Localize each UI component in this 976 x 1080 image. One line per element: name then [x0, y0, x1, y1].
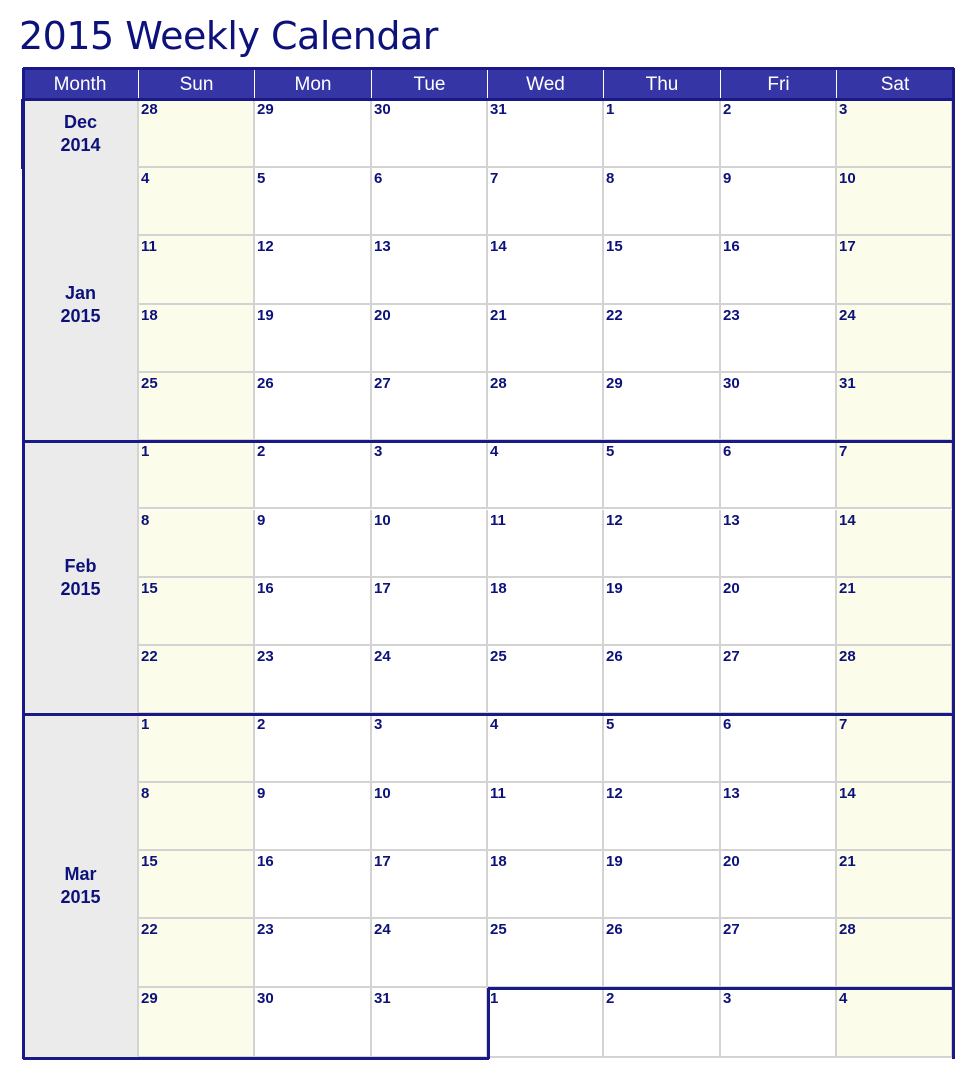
header-mon: Mon [255, 68, 372, 99]
day-number: 29 [257, 101, 274, 118]
day-number: 3 [374, 716, 383, 734]
day-number: 19 [606, 853, 623, 870]
day-cell[interactable] [604, 99, 721, 168]
day-number: 20 [374, 306, 391, 324]
day-number: 15 [141, 579, 158, 597]
day-number: 3 [839, 101, 848, 118]
day-number: 1 [141, 443, 150, 461]
day-cell[interactable] [139, 783, 255, 851]
day-number: 30 [374, 101, 391, 118]
day-cell[interactable] [255, 305, 372, 373]
day-cell[interactable] [837, 919, 953, 987]
day-cell[interactable] [372, 236, 488, 304]
day-number: 26 [606, 648, 623, 666]
day-number: 13 [723, 784, 740, 802]
month-boundary-line [23, 1057, 489, 1060]
header-month: Month [22, 68, 139, 99]
day-number: 2 [606, 989, 615, 1007]
day-number: 8 [606, 170, 615, 187]
day-cell[interactable] [488, 646, 604, 714]
day-number: 29 [606, 374, 623, 392]
month-boundary-line [23, 713, 954, 716]
month-boundary-line [952, 68, 955, 1059]
day-number: 1 [490, 989, 499, 1007]
day-cell[interactable] [721, 305, 837, 373]
day-number: 14 [839, 511, 856, 529]
day-number: 20 [723, 853, 740, 870]
day-number: 7 [490, 170, 499, 187]
day-number: 21 [839, 579, 856, 597]
day-number: 7 [839, 716, 848, 734]
day-number: 6 [374, 170, 383, 187]
day-cell[interactable] [837, 99, 953, 168]
day-cell[interactable] [372, 919, 488, 987]
day-cell[interactable] [837, 646, 953, 714]
day-cell[interactable] [139, 646, 255, 714]
day-number: 20 [723, 579, 740, 597]
day-number: 19 [606, 579, 623, 597]
day-cell[interactable] [837, 783, 953, 851]
day-cell[interactable] [372, 168, 488, 236]
day-number: 28 [839, 648, 856, 666]
day-cell[interactable] [604, 236, 721, 304]
day-cell[interactable] [488, 236, 604, 304]
month-boundary-line [487, 988, 490, 1059]
day-number: 4 [490, 443, 499, 461]
day-cell[interactable] [604, 646, 721, 714]
day-number: 2 [257, 443, 266, 461]
day-cell[interactable] [837, 441, 953, 509]
day-number: 17 [374, 579, 391, 597]
day-cell[interactable] [721, 714, 837, 782]
day-cell[interactable] [255, 168, 372, 236]
day-number: 5 [257, 170, 266, 187]
day-number: 24 [839, 306, 856, 324]
day-cell[interactable] [372, 783, 488, 851]
day-number: 5 [606, 716, 615, 734]
month-boundary-line [22, 68, 25, 1059]
day-cell[interactable] [604, 578, 721, 646]
day-number: 22 [141, 921, 158, 939]
day-cell[interactable] [372, 578, 488, 646]
day-cell[interactable] [837, 510, 953, 578]
day-cell[interactable] [837, 714, 953, 782]
day-number: 29 [141, 989, 158, 1007]
day-cell[interactable] [837, 578, 953, 646]
day-number: 10 [839, 170, 856, 187]
day-number: 1 [606, 101, 615, 118]
day-number: 8 [141, 784, 150, 802]
day-cell[interactable] [721, 236, 837, 304]
header-tue: Tue [372, 68, 488, 99]
day-cell[interactable] [721, 441, 837, 509]
day-number: 9 [257, 784, 266, 802]
day-cell[interactable] [139, 510, 255, 578]
day-cell[interactable] [372, 851, 488, 919]
day-number: 22 [141, 648, 158, 666]
month-boundary-line [488, 987, 954, 990]
day-cell[interactable] [488, 510, 604, 578]
month-label: Feb 2015 [24, 441, 139, 714]
day-number: 31 [839, 374, 856, 392]
day-cell[interactable] [604, 988, 721, 1058]
day-number: 30 [257, 989, 274, 1007]
day-number: 14 [839, 784, 856, 802]
month-boundary-line [23, 440, 954, 443]
day-number: 30 [723, 374, 740, 392]
day-number: 4 [490, 716, 499, 734]
day-number: 6 [723, 443, 732, 461]
header-sat: Sat [837, 68, 953, 99]
day-number: 25 [141, 374, 158, 392]
day-cell[interactable] [139, 236, 255, 304]
day-number: 3 [374, 443, 383, 461]
day-cell[interactable] [721, 373, 837, 441]
day-cell[interactable] [604, 168, 721, 236]
day-cell[interactable] [488, 441, 604, 509]
day-number: 4 [141, 170, 150, 187]
page-title: 2015 Weekly Calendar [19, 14, 438, 58]
day-number: 3 [723, 989, 732, 1007]
day-number: 11 [490, 511, 506, 529]
day-number: 13 [374, 238, 391, 256]
day-cell[interactable] [372, 441, 488, 509]
day-number: 1 [141, 716, 150, 734]
day-cell[interactable] [721, 646, 837, 714]
day-number: 15 [141, 853, 158, 870]
day-cell[interactable] [604, 510, 721, 578]
day-cell[interactable] [721, 168, 837, 236]
day-cell[interactable] [255, 714, 372, 782]
day-number: 25 [490, 648, 507, 666]
day-cell[interactable] [488, 373, 604, 441]
day-cell[interactable] [488, 919, 604, 987]
month-boundary-line [21, 99, 24, 169]
day-cell[interactable] [721, 988, 837, 1058]
day-cell[interactable] [604, 851, 721, 919]
day-cell[interactable] [255, 236, 372, 304]
day-cell[interactable] [139, 99, 255, 168]
day-number: 23 [257, 648, 274, 666]
day-number: 13 [723, 511, 740, 529]
day-number: 5 [606, 443, 615, 461]
day-number: 2 [723, 101, 732, 118]
day-cell[interactable] [604, 373, 721, 441]
day-number: 18 [490, 579, 507, 597]
day-cell[interactable] [255, 510, 372, 578]
day-cell[interactable] [255, 988, 372, 1058]
day-number: 28 [490, 374, 507, 392]
day-number: 27 [723, 648, 740, 666]
header-fri: Fri [721, 68, 837, 99]
day-number: 14 [490, 238, 507, 256]
day-number: 18 [141, 306, 158, 324]
day-cell[interactable] [372, 714, 488, 782]
day-cell[interactable] [139, 305, 255, 373]
day-cell[interactable] [372, 988, 488, 1058]
day-cell[interactable] [837, 851, 953, 919]
day-cell[interactable] [488, 168, 604, 236]
day-number: 23 [257, 921, 274, 939]
day-cell[interactable] [372, 305, 488, 373]
day-number: 28 [141, 101, 158, 118]
day-cell[interactable] [255, 578, 372, 646]
header-wed: Wed [488, 68, 604, 99]
month-boundary-line [23, 67, 954, 70]
day-number: 25 [490, 921, 507, 939]
day-number: 26 [606, 921, 623, 939]
day-cell[interactable] [139, 441, 255, 509]
day-number: 16 [723, 238, 740, 256]
day-cell[interactable] [139, 851, 255, 919]
day-cell[interactable] [837, 236, 953, 304]
day-number: 19 [257, 306, 274, 324]
day-number: 6 [723, 716, 732, 734]
day-cell[interactable] [604, 783, 721, 851]
day-cell[interactable] [255, 373, 372, 441]
month-label: Dec 2014 [24, 99, 139, 168]
day-cell[interactable] [721, 510, 837, 578]
month-label: Mar 2015 [24, 714, 139, 1058]
day-number: 24 [374, 648, 391, 666]
day-number: 26 [257, 374, 274, 392]
day-number: 12 [606, 784, 623, 802]
day-cell[interactable] [837, 168, 953, 236]
day-number: 9 [723, 170, 732, 187]
day-cell[interactable] [604, 305, 721, 373]
day-number: 21 [839, 853, 856, 870]
day-number: 7 [839, 443, 848, 461]
day-cell[interactable] [721, 783, 837, 851]
day-cell[interactable] [488, 578, 604, 646]
day-cell[interactable] [255, 646, 372, 714]
day-cell[interactable] [837, 373, 953, 441]
day-cell[interactable] [255, 783, 372, 851]
day-cell[interactable] [604, 441, 721, 509]
month-label: Jan 2015 [24, 168, 139, 441]
day-number: 22 [606, 306, 623, 324]
day-number: 11 [490, 784, 506, 802]
day-number: 27 [374, 374, 391, 392]
day-number: 15 [606, 238, 623, 256]
day-number: 4 [839, 989, 848, 1007]
day-number: 31 [490, 101, 507, 118]
day-cell[interactable] [139, 988, 255, 1058]
day-cell[interactable] [139, 714, 255, 782]
day-number: 28 [839, 921, 856, 939]
day-cell[interactable] [488, 305, 604, 373]
day-cell[interactable] [604, 714, 721, 782]
day-cell[interactable] [255, 441, 372, 509]
day-number: 31 [374, 989, 391, 1007]
day-number: 11 [141, 238, 157, 256]
day-number: 23 [723, 306, 740, 324]
header-thu: Thu [604, 68, 721, 99]
day-number: 16 [257, 853, 274, 870]
day-number: 24 [374, 921, 391, 939]
day-cell[interactable] [721, 919, 837, 987]
day-number: 10 [374, 511, 391, 529]
day-cell[interactable] [837, 305, 953, 373]
header-sun: Sun [139, 68, 255, 99]
day-cell[interactable] [255, 851, 372, 919]
day-number: 18 [490, 853, 507, 870]
day-number: 10 [374, 784, 391, 802]
day-cell[interactable] [139, 578, 255, 646]
day-number: 16 [257, 579, 274, 597]
day-cell[interactable] [721, 851, 837, 919]
day-number: 17 [839, 238, 856, 256]
day-cell[interactable] [372, 99, 488, 168]
day-cell[interactable] [488, 783, 604, 851]
month-boundary-line [22, 98, 954, 101]
day-cell[interactable] [604, 919, 721, 987]
day-cell[interactable] [721, 578, 837, 646]
day-number: 2 [257, 716, 266, 734]
day-cell[interactable] [372, 646, 488, 714]
day-cell[interactable] [488, 851, 604, 919]
day-cell[interactable] [372, 373, 488, 441]
day-number: 8 [141, 511, 150, 529]
day-cell[interactable] [488, 714, 604, 782]
day-number: 27 [723, 921, 740, 939]
day-number: 12 [257, 238, 274, 256]
day-cell[interactable] [721, 99, 837, 168]
day-cell[interactable] [372, 510, 488, 578]
day-cell[interactable] [139, 373, 255, 441]
day-number: 9 [257, 511, 266, 529]
day-cell[interactable] [255, 99, 372, 168]
day-cell[interactable] [837, 988, 953, 1058]
day-number: 12 [606, 511, 623, 529]
day-cell[interactable] [255, 919, 372, 987]
day-cell[interactable] [139, 168, 255, 236]
day-cell[interactable] [488, 99, 604, 168]
day-cell[interactable] [139, 919, 255, 987]
day-number: 17 [374, 853, 391, 870]
day-number: 21 [490, 306, 507, 324]
day-cell[interactable] [488, 988, 604, 1058]
